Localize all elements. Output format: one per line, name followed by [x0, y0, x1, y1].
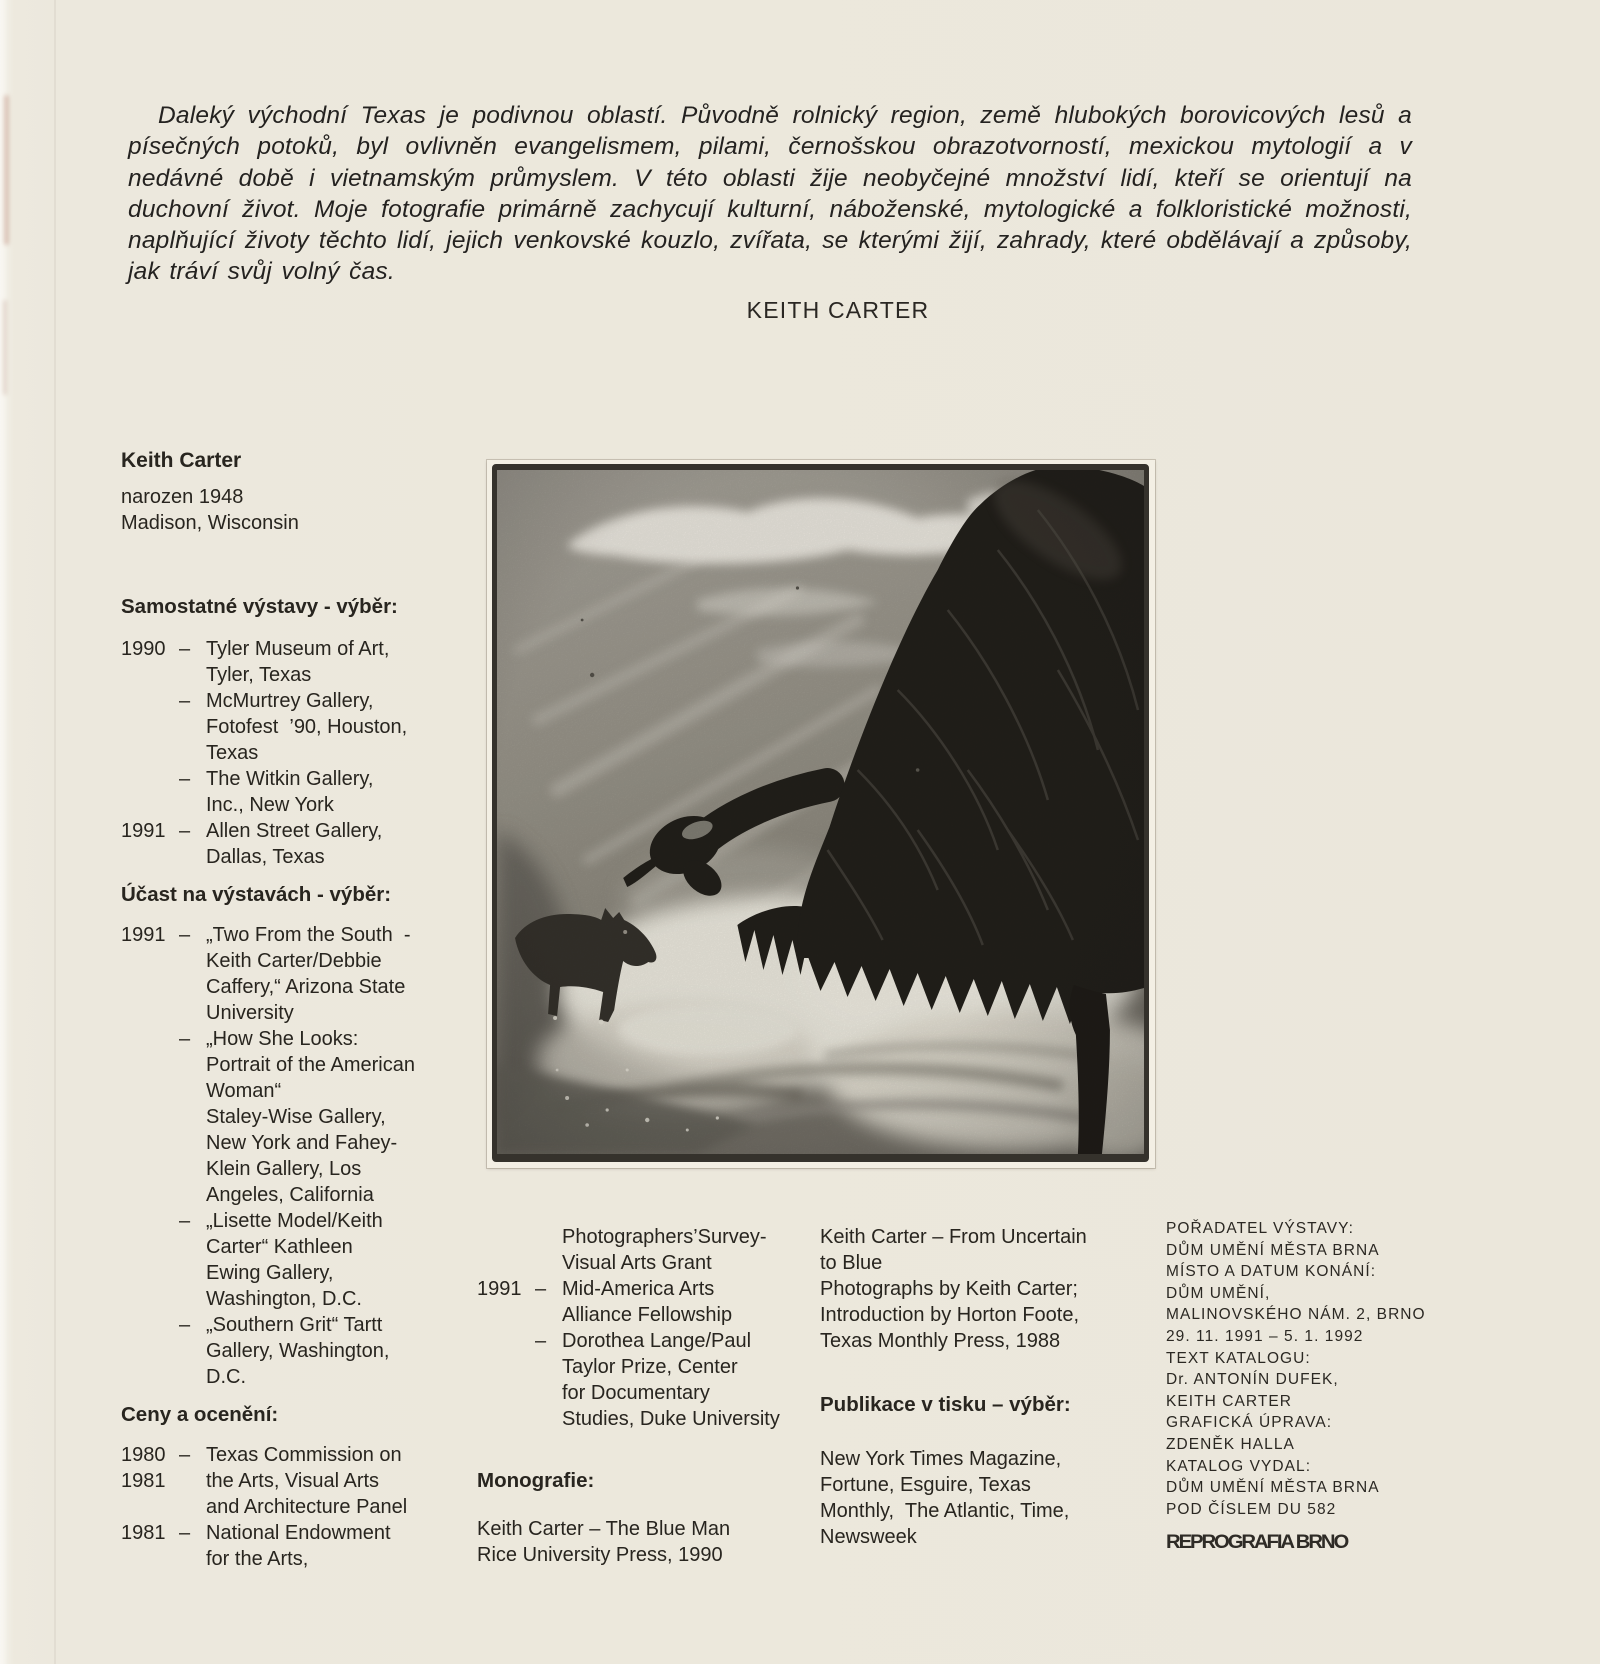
awards-continued-list: [477, 1224, 787, 1432]
exhibition-entry: [121, 922, 461, 1026]
page-edge-highlight: [0, 0, 8, 1664]
text-line: Keith Carter/Debbie: [206, 950, 382, 972]
award-entry: [121, 1520, 461, 1572]
award-entry: [477, 1328, 787, 1432]
text-line: Texas Commission on: [206, 1444, 402, 1466]
text-line: for the Arts,: [206, 1548, 309, 1570]
text-line: Woman“: [206, 1080, 282, 1102]
text-line: New York Times Magazine,: [820, 1448, 1062, 1470]
entry-year: 1990: [121, 638, 166, 660]
colophon-line: Dr. ANTONÍN DUFEK,: [1166, 1371, 1339, 1389]
entry-text: [562, 1224, 787, 1276]
colophon-line: GRAFICKÁ ÚPRAVA:: [1166, 1414, 1333, 1432]
entry-year: 1991: [121, 820, 166, 842]
exhibition-entry: [121, 1312, 461, 1390]
colophon-line: KATALOG VYDAL:: [1166, 1457, 1312, 1475]
text-line: Texas: [206, 742, 259, 764]
colophon-line: POŘADATEL VÝSTAVY:: [1166, 1220, 1355, 1237]
entry-text: [206, 1208, 461, 1312]
text-line: National Endowment: [206, 1522, 391, 1544]
entry-text: [562, 1328, 787, 1432]
award-entry: [477, 1276, 787, 1328]
photograph-frame: [492, 464, 1149, 1162]
page-crease: [54, 0, 56, 1664]
text-line: Angeles, California: [206, 1184, 374, 1206]
text-line: „Lisette Model/Keith: [206, 1210, 383, 1232]
entry-dash: –: [179, 1444, 191, 1466]
colophon-line: DŮM UMĚNÍ MĚSTA BRNA: [1166, 1241, 1380, 1259]
exhibition-entry: [121, 766, 461, 818]
text-line: Staley-Wise Gallery,: [206, 1106, 386, 1128]
award-entry: [121, 1468, 461, 1520]
text-line: Tyler, Texas: [206, 664, 312, 686]
entry-text: [206, 766, 461, 818]
exhibition-entry: [121, 636, 461, 688]
entry-year: 1991: [477, 1278, 522, 1300]
emu-and-dog-photo: [497, 470, 1144, 1154]
text-line: Allen Street Gallery,: [206, 820, 383, 842]
press-heading: Publikace v tisku – výběr:: [820, 1393, 1071, 1416]
publications-column: [820, 1224, 1140, 1550]
entry-text: [562, 1276, 787, 1328]
awards-continued-column: [477, 1224, 787, 1568]
text-line: Klein Gallery, Los: [206, 1158, 362, 1180]
award-entry: [477, 1224, 787, 1276]
scan-smudge: [4, 95, 9, 245]
exhibition-entry: [121, 688, 461, 766]
entry-dash: –: [179, 690, 191, 712]
text-line: Caffery,“ Arizona State: [206, 976, 406, 998]
exhibition-entry: [121, 1208, 461, 1312]
monograph-lines: [477, 1516, 787, 1568]
colophon-lines: [1166, 1218, 1456, 1520]
entry-dash: –: [179, 1210, 191, 1232]
award-entry: [121, 1442, 461, 1468]
reprografia-logo: REPROGRAFIA BRNO: [1166, 1531, 1348, 1554]
colophon-column: [1166, 1218, 1456, 1555]
text-line: to Blue: [820, 1252, 883, 1274]
group-exhibitions-list: [121, 922, 461, 1390]
solo-exhibitions-list: [121, 636, 461, 870]
entry-text: [206, 1312, 461, 1390]
entry-year: 1981: [121, 1522, 166, 1544]
entry-year: 1991: [121, 924, 166, 946]
text-line: Dorothea Lange/Paul: [562, 1330, 752, 1352]
entry-text: [206, 688, 461, 766]
entry-text: [206, 1520, 461, 1572]
entry-year: 1981: [121, 1470, 166, 1492]
entry-dash: –: [535, 1278, 547, 1300]
awards-heading: Ceny a ocenění:: [121, 1403, 279, 1426]
text-line: „How She Looks:: [206, 1028, 359, 1050]
entry-dash: –: [179, 820, 191, 842]
text-line: The Witkin Gallery,: [206, 768, 374, 790]
text-line: Photographers’Survey-: [562, 1226, 767, 1248]
press-lines: [820, 1446, 1140, 1550]
entry-text: [206, 922, 461, 1026]
colophon-line: DŮM UMĚNÍ MĚSTA BRNA: [1166, 1479, 1380, 1497]
exhibition-entry: [121, 818, 461, 870]
statement-byline: KEITH CARTER: [746, 297, 930, 323]
text-line: University: [206, 1002, 294, 1024]
text-line: Keith Carter – The Blue Man: [477, 1518, 731, 1540]
text-line: Mid-America Arts: [562, 1278, 715, 1300]
group-exhibitions-heading: Účast na výstavách - výběr:: [121, 883, 392, 906]
text-line: Monthly, The Atlantic, Time,: [820, 1500, 1070, 1522]
awards-list: [121, 1442, 461, 1572]
scan-smudge: [3, 300, 7, 395]
entry-text: [206, 636, 461, 688]
text-line: D.C.: [206, 1366, 246, 1388]
colophon-line: POD ČÍSLEM DU 582: [1166, 1500, 1337, 1518]
text-line: Inc., New York: [206, 794, 334, 816]
text-line: Fotofest ’90, Houston,: [206, 716, 408, 738]
text-line: Tyler Museum of Art,: [206, 638, 390, 660]
text-line: Ewing Gallery,: [206, 1262, 334, 1284]
monographs-heading: Monografie:: [477, 1469, 595, 1492]
entry-year: 1980: [121, 1444, 166, 1466]
text-line: New York and Fahey-: [206, 1132, 398, 1154]
text-line: Dallas, Texas: [206, 846, 325, 868]
colophon-line: KEITH CARTER: [1166, 1392, 1292, 1410]
text-line: „Two From the South -: [206, 924, 411, 946]
colophon-line: MÍSTO A DATUM KONÁNÍ:: [1166, 1263, 1377, 1281]
entry-dash: –: [179, 924, 191, 946]
entry-dash: –: [179, 1028, 191, 1050]
text-line: Introduction by Horton Foote,: [820, 1304, 1080, 1326]
colophon-line: DŮM UMĚNÍ,: [1166, 1284, 1271, 1302]
text-line: Texas Monthly Press, 1988: [820, 1330, 1061, 1352]
text-line: „Southern Grit“ Tartt: [206, 1314, 383, 1336]
bio-line: Madison, Wisconsin: [121, 512, 299, 534]
text-line: Portrait of the American: [206, 1054, 415, 1076]
artist-statement: Daleký východní Texas je podivnou oblastí. Původně rolnický region, země hlubokých borovicových lesů a písečných potoků, byl ovlivněn evangelismem, pilami, černošskou obrazotvorností, mexickou mytologií a v nedávné době i vietnamským průmyslem. V této oblasti žije neobyčejné množství lidí, kteří se orientují na duchovní život. Moje fotografie primárně zachycují kulturní, náboženské, mytologické a folkloristické možnosti, naplňující životy těchto lidí, jejich venkovské kouzlo, zvířata, se kterými žijí, zahrady, které obdělávají a způsoby, jak tráví svůj volný čas.: [128, 102, 1412, 286]
text-line: McMurtrey Gallery,: [206, 690, 374, 712]
book-lines: [820, 1224, 1140, 1354]
artist-name: Keith Carter: [121, 449, 242, 472]
text-line: Keith Carter – From Uncertain: [820, 1226, 1087, 1248]
text-line: Rice University Press, 1990: [477, 1544, 723, 1566]
text-line: Visual Arts Grant: [562, 1252, 712, 1274]
solo-exhibitions-heading: Samostatné výstavy - výběr:: [121, 595, 398, 618]
text-line: Fortune, Esguire, Texas: [820, 1474, 1031, 1496]
text-line: Studies, Duke University: [562, 1408, 780, 1430]
entry-text: [206, 1442, 461, 1468]
text-line: Taylor Prize, Center: [562, 1356, 738, 1378]
film-grain: [497, 470, 1144, 1154]
entry-text: [206, 1026, 461, 1208]
entry-dash: –: [179, 1314, 191, 1336]
text-line: and Architecture Panel: [206, 1496, 408, 1518]
colophon-line: 29. 11. 1991 – 5. 1. 1992: [1166, 1327, 1364, 1345]
left-column: [121, 448, 461, 1572]
colophon-line: ZDENĚK HALLA: [1166, 1435, 1295, 1453]
entry-dash: –: [179, 638, 191, 660]
entry-dash: –: [179, 768, 191, 790]
entry-text: [206, 1468, 461, 1520]
text-line: Washington, D.C.: [206, 1288, 362, 1310]
entry-dash: –: [535, 1330, 547, 1352]
text-line: Gallery, Washington,: [206, 1340, 390, 1362]
exhibition-photograph: [487, 460, 1155, 1168]
bio-line: narozen 1948: [121, 486, 244, 508]
colophon-line: TEXT KATALOGU:: [1166, 1349, 1311, 1367]
entry-text: [206, 818, 461, 870]
text-line: Carter“ Kathleen: [206, 1236, 353, 1258]
text-line: the Arts, Visual Arts: [206, 1470, 380, 1492]
text-line: Newsweek: [820, 1526, 917, 1548]
text-line: for Documentary: [562, 1382, 710, 1404]
text-line: Photographs by Keith Carter;: [820, 1278, 1078, 1300]
artist-bio-lines: [121, 484, 461, 536]
colophon-line: MALINOVSKÉHO NÁM. 2, BRNO: [1166, 1306, 1426, 1324]
exhibition-entry: [121, 1026, 461, 1208]
text-line: Alliance Fellowship: [562, 1304, 733, 1326]
entry-dash: –: [179, 1522, 191, 1544]
